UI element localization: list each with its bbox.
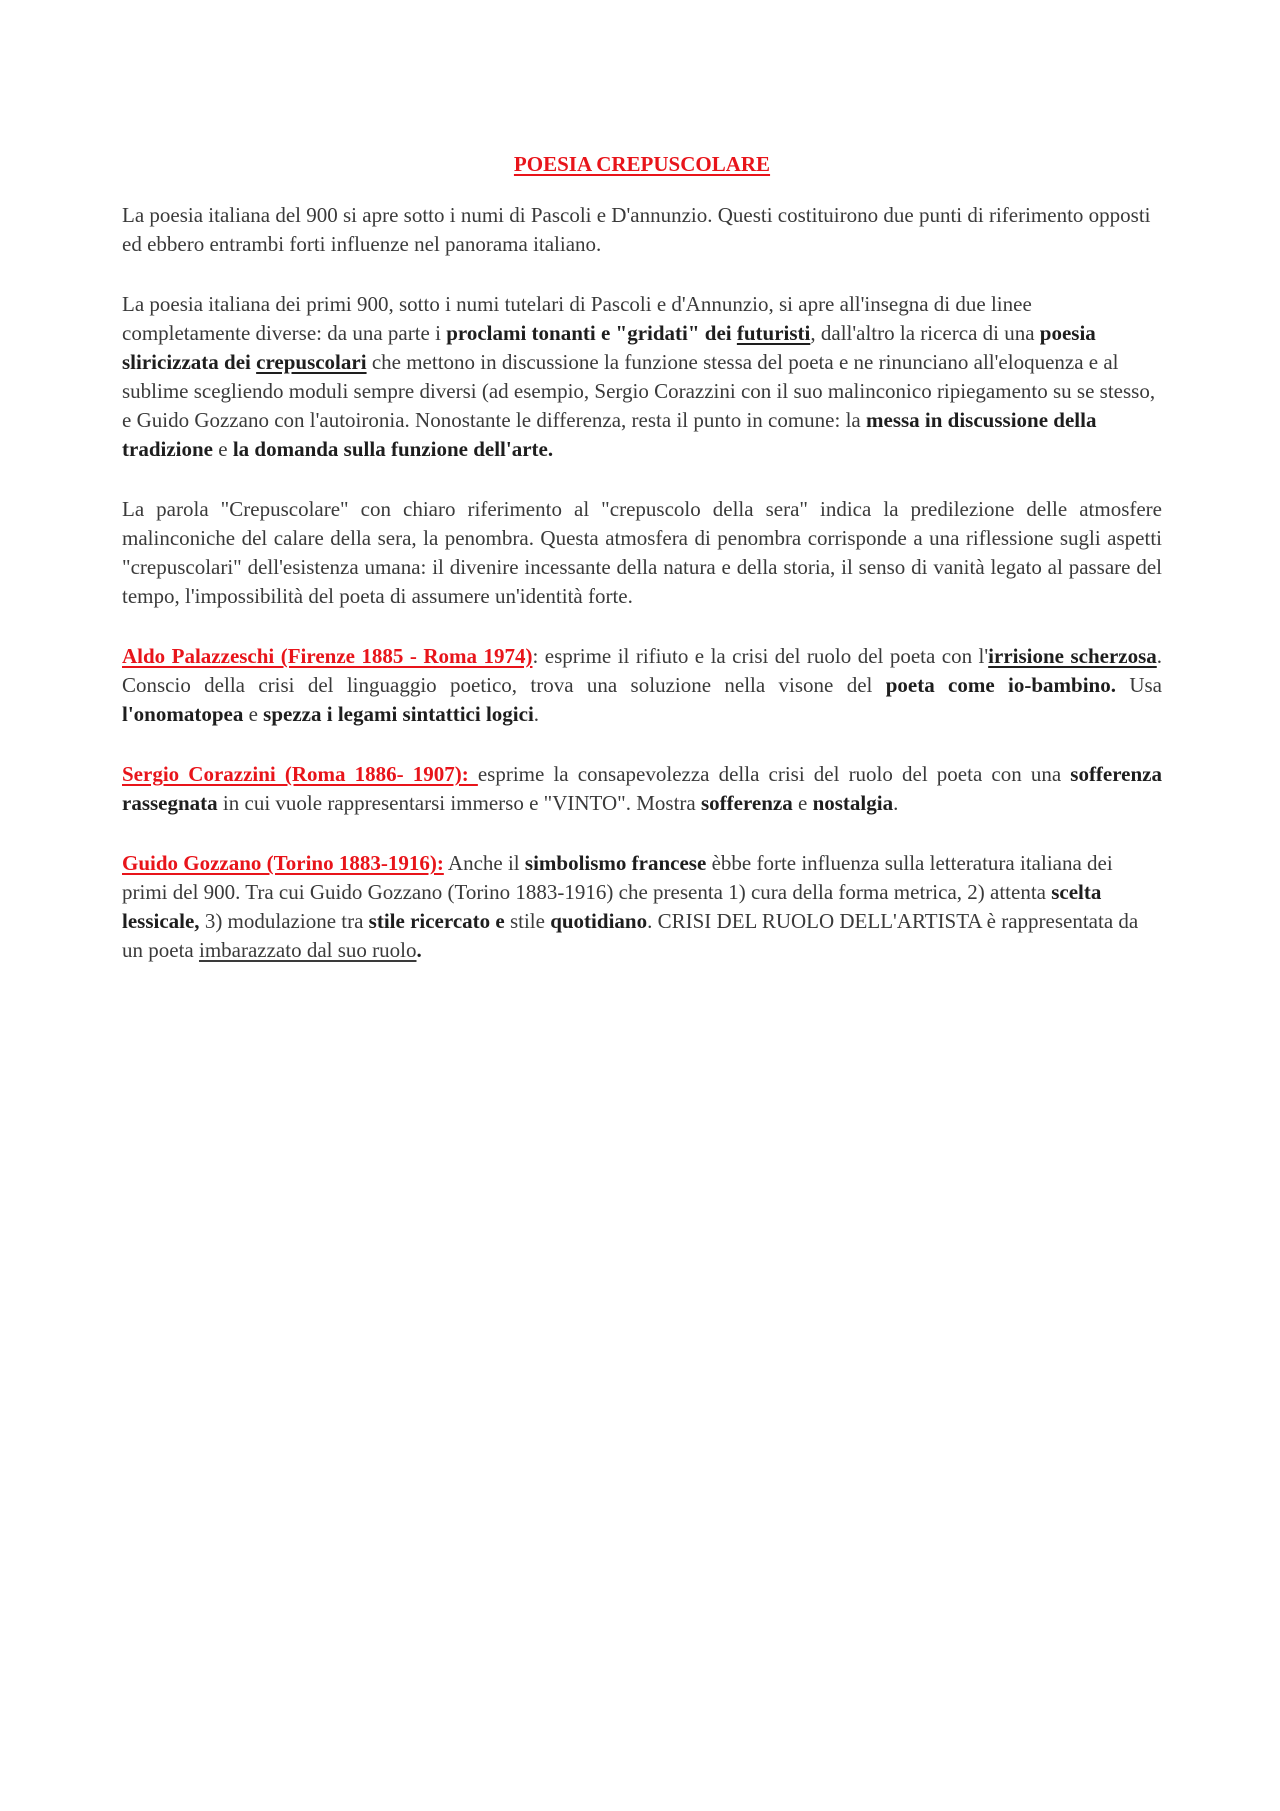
crepuscolare-definition-paragraph xyxy=(122,495,1162,611)
bold-segment: irrisione scherzosa xyxy=(988,644,1157,668)
page-title: POESIA CREPUSCOLARE xyxy=(513,152,771,176)
text-segment: , dall'altro la ricerca di una xyxy=(810,321,1040,345)
two-lines-paragraph xyxy=(122,290,1162,464)
palazzeschi-paragraph xyxy=(122,642,1162,729)
bold-segment: . xyxy=(416,938,422,962)
text-segment: La poesia italiana dei primi 900, sotto i numi tutelari di Pascoli e d'Annunzio, si apre all'insegna di due linee completamente diverse: da una parte i xyxy=(122,292,1032,345)
intro-text: La poesia italiana del 900 si apre sotto i numi di Pascoli e D'annunzio. Questi costituirono due punti di riferimento opposti ed ebbero entrambi forti influenze nel panorama italiano. xyxy=(122,203,1151,256)
bold-segment: sofferenza xyxy=(700,791,793,815)
corazzini-heading: Sergio Corazzini (Roma 1886- 1907): xyxy=(122,762,478,786)
text-segment: . CRISI DEL RUOLO DELL'ARTISTA è rappresentata da un poeta xyxy=(122,909,1139,962)
definition-text: La parola "Crepuscolare" con chiaro riferimento al "crepuscolo della sera" indica la predilezione delle atmosfere malinconiche del calare della sera, la penombra. Questa atmosfera di penombra corrisponde a una riflessione sugli aspetti "crepuscolari" dell'esistenza umana: il divenire incessante della natura e della storia, il senso di vanità legato al passare del tempo, l'impossibilità del poeta di assumere un'identità forte. xyxy=(122,497,1162,608)
text-segment: e xyxy=(212,437,233,461)
gozzano-paragraph xyxy=(122,849,1162,965)
text-segment: èbbe forte influenza sulla letteratura italiana dei primi del 900. Tra cui Guido Gozzano (Torino 1883-1916) che presenta 1) cura della forma metrica, 2) attenta xyxy=(122,851,1113,904)
text-segment: Anche il xyxy=(443,851,525,875)
bold-segment: quotidiano xyxy=(550,909,648,933)
bold-segment: spezza i legami sintattici logici xyxy=(263,702,534,726)
text-segment: e xyxy=(243,702,264,726)
bold-segment: poesia sliricizzata dei xyxy=(122,321,1096,374)
bold-segment: la domanda sulla funzione dell'arte. xyxy=(232,437,554,461)
crepuscolari-term: crepuscolari xyxy=(256,350,367,374)
text-segment: . Conscio della crisi del linguaggio poetico, trova una soluzione nella visone del xyxy=(122,644,1163,697)
text-segment: esprime la consapevolezza della crisi del ruolo del poeta con una xyxy=(477,762,1071,786)
text-segment: stile xyxy=(504,909,551,933)
text-segment: Usa xyxy=(1115,673,1162,697)
gozzano-heading: Guido Gozzano (Torino 1883-1916): xyxy=(122,851,444,875)
text-segment: : esprime il rifiuto e la crisi del ruolo del poeta con l' xyxy=(532,644,989,668)
text-segment: e xyxy=(792,791,813,815)
bold-segment: stile ricercato e xyxy=(368,909,505,933)
text-segment: in cui vuole rappresentarsi immerso e "VINTO". Mostra xyxy=(217,791,701,815)
palazzeschi-heading: Aldo Palazzeschi (Firenze 1885 - Roma 1974) xyxy=(122,644,533,668)
bold-segment: scelta lessicale, xyxy=(122,880,1102,933)
text-segment: 3) modulazione tra xyxy=(199,909,369,933)
bold-segment: sofferenza rassegnata xyxy=(122,762,1163,815)
bold-segment: l'onomatopea xyxy=(122,702,244,726)
text-segment: . xyxy=(533,702,540,726)
text-segment: . xyxy=(893,791,899,815)
bold-segment: simbolismo francese xyxy=(524,851,707,875)
underlined-segment: imbarazzato dal suo ruolo xyxy=(198,938,417,962)
bold-segment: messa in discussione della tradizione xyxy=(122,408,1097,461)
corazzini-paragraph xyxy=(122,760,1162,818)
bold-segment: proclami tonanti e "gridati" dei xyxy=(446,321,737,345)
bold-segment: nostalgia xyxy=(812,791,894,815)
document-page xyxy=(122,150,1162,996)
bold-segment: poeta come io-bambino. xyxy=(885,673,1116,697)
intro-paragraph xyxy=(122,201,1162,259)
text-segment: che mettono in discussione la funzione stessa del poeta e ne rinunciano all'eloquenza e al sublime scegliendo moduli sempre diversi (ad esempio, Sergio Corazzini con il suo malinconico ripiegamento su se stesso, e Guido Gozzano con l'autoironia. Nonostante le differenza, resta il punto in comune: la xyxy=(122,350,1156,432)
futuristi-term: futuristi xyxy=(736,321,811,345)
